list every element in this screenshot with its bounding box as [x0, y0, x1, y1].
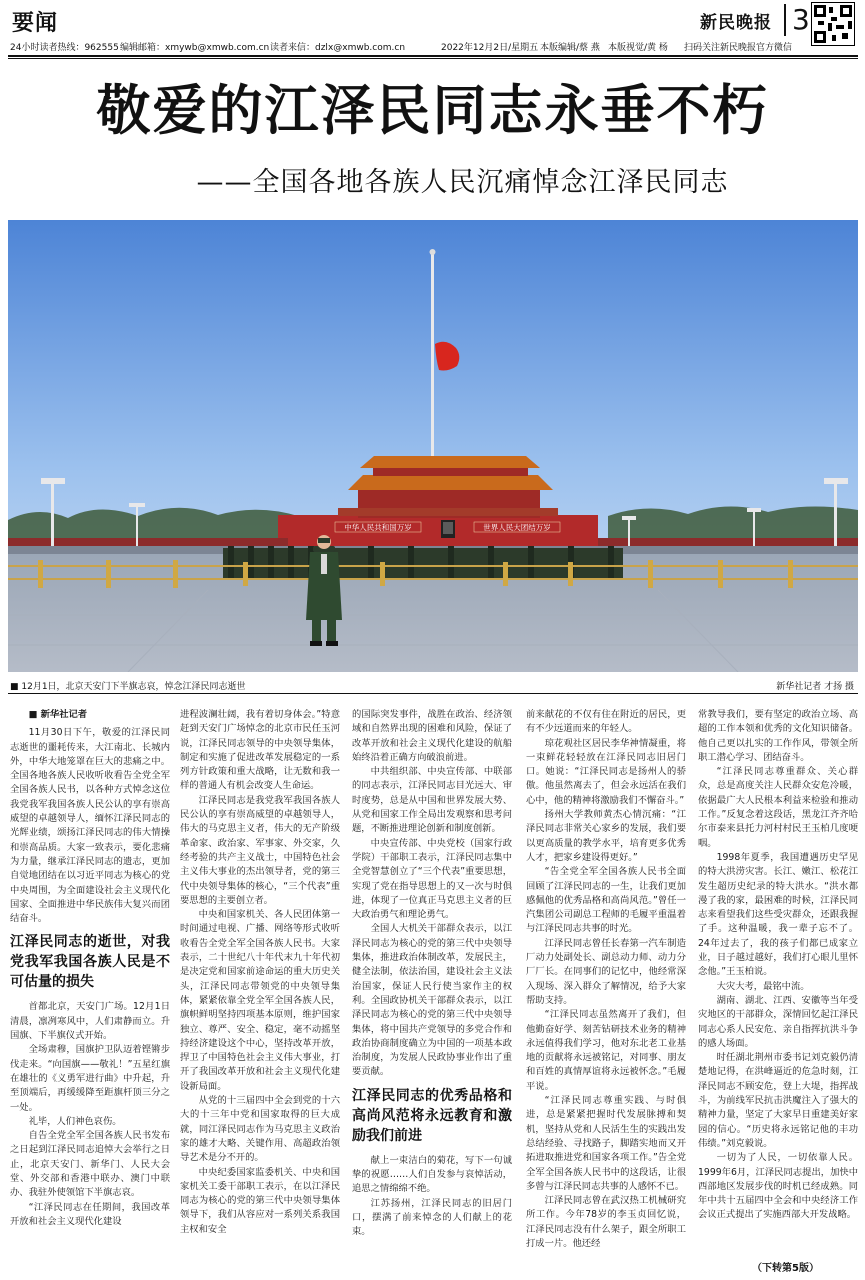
issue-date: 2022年12月2日/星期五 — [441, 43, 539, 53]
paragraph: 献上一束洁白的菊花，写下一句诚挚的祝愿……人们自发参与哀悼活动，追思之情绵绵不绝。 — [352, 1154, 512, 1195]
tiananmen-photo — [8, 220, 858, 672]
paragraph: 礼毕，人们神色哀伤。 — [28, 1115, 122, 1127]
paragraph: 中央和国家机关、各人民团体第一时间通过电视、广播、网络等形式收听收看告全党全军全国各族人民书。大家表示，二十世纪八十年代末九十年代初是决定党和国家前途命运的重大历史关头，江泽民同志带领党的中央领导集体，紧紧依靠全党全军全国各族人民，旗帜鲜明坚持四项基本原则，维护国家独立、尊严、安全、稳定，毫不动摇坚持经济建设这个中心，坚持改革开放，捍卫了中国特色社会主义伟大事业，打开了我国改革开放和社会主义现代化建设新局面。 — [180, 909, 340, 1092]
hotline: 24小时读者热线：962555 — [10, 43, 119, 53]
article-column-3 — [352, 708, 512, 1273]
article-column-4 — [526, 708, 686, 1273]
paragraph: 中央纪委国家监委机关、中央和国家机关工委干部职工表示，在以江泽民同志为核心的党的第三代中央领导集体领导下，我们从容应对一系列关系我国主权和安全 — [180, 1166, 340, 1235]
paragraph: 江泽民同志是我党我军我国各族人民公认的享有崇高威望的卓越领导人，伟大的马克思主义者，伟大的无产阶级革命家、政治家、军事家、外交家，久经考验的共产主义战士，中国特色社会主义伟大事业的杰出领导者，党的第三代中央领导集体的核心，“三个代表”重要思想的主要创立者。 — [180, 794, 340, 906]
section-heading: 江泽民同志的优秀品格和高尚风范将永远教育和激励我们前进 — [352, 1087, 512, 1144]
paragraph: 1998年夏季，我国遭遇历史罕见的特大洪涝灾害。长江、嫩江、松花江发生超历史纪录的特大洪水。“洪水都漫了我的家，最困难的时候，江泽民同志来看望我们这些受灾群众，还跟我握了手。这种温暖，我一辈子忘不了。24年过去了，我的孩子们都已成家立业，日子越过越好，我们打心眼儿里怀念他。”王玉柏说。 — [698, 851, 858, 978]
paragraph: 前来献花的不仅有住在附近的居民，更有不少远道而来的年轻人。 — [526, 709, 686, 735]
scan-hint: 扫码关注新民晚报官方微信 — [684, 43, 793, 53]
paragraph: 一切为了人民，一切依靠人民。1999年6月，江泽民同志提出，加快中西部地区发展步伐的时机已经成熟。同年中共十五届四中全会和中央经济工作会议正式提出了实施西部大开发战略。 — [698, 1152, 858, 1221]
paragraph: “江泽民同志在任期间，我国改革开放和社会主义现代化建设 — [10, 1201, 170, 1227]
byline: ■ 新华社记者 — [28, 709, 88, 720]
photo-credit: 新华社记者 才扬 摄 — [776, 682, 854, 692]
article-column-2 — [180, 708, 340, 1273]
page-visual: 本版视觉/黄 杨 — [608, 43, 668, 53]
paragraph: 扬州大学教师黄杰心情沉痛：“江泽民同志非常关心家乡的发展，我们要以更高质量的教学水平，培育更多优秀人才，把家乡建设得更好。” — [526, 809, 686, 863]
paragraph: 进程波澜壮阔，我有着切身体会。”特意赶到天安门广场悼念的北京市民任玉河说，江泽民同志领导的中央领导集体，制定和实施了促进改革发展稳定的一系列方针政策和重大战略，让无数和我一样的普通人有机会改变人生命运。 — [180, 709, 340, 792]
paragraph: 湖南、湖北、江西、安徽等当年受灾地区的干部群众，深情回忆起江泽民同志心系人民安危、亲自指挥抗洪斗争的感人场面。 — [698, 994, 858, 1049]
caption-text: ■ 12月1日，北京天安门下半旗志哀，悼念江泽民同志逝世 — [10, 682, 246, 692]
photo-caption — [8, 677, 858, 691]
page-number: 3 — [784, 4, 810, 36]
paragraph: 江泽民同志曾在武汉热工机械研究所工作。今年78岁的李玉贞回忆说，江泽民同志没有什么架子，跟全所职工打成一片。他还经 — [526, 1195, 686, 1249]
section-heading: 江泽民同志的逝世，对我党我军我国各族人民是不可估量的损失 — [10, 934, 170, 991]
paragraph: 自告全党全军全国各族人民书发布之日起到江泽民同志追悼大会举行之日止，北京天安门、新华门、人民大会堂、外交部和香港中联办、澳门中联办、我驻外使领馆下半旗志哀。 — [10, 1130, 170, 1199]
photo-illustration — [8, 220, 858, 672]
paragraph: 江苏扬州，江泽民同志的旧居门口，摆满了前来悼念的人们献上的花束。 — [352, 1197, 512, 1238]
left-banner: 中华人民共和国万岁 — [344, 523, 412, 532]
divider — [8, 693, 858, 694]
masthead — [8, 3, 858, 38]
paragraph: “江泽民同志尊重群众、关心群众，总是高度关注人民群众安危冷暖，依据最广大人民根本利益来检验和推动工作。”反复念着这段话，黑龙江齐齐哈尔市泰来县托力河村村民王玉柏几度哽咽。 — [698, 766, 858, 849]
article-column-1 — [10, 708, 170, 1273]
section-title: 要闻 — [12, 11, 59, 36]
right-banner: 世界人民大团结万岁 — [483, 523, 551, 532]
paragraph: 琼花观社区居民李华神情凝重，将一束鲜花轻轻放在江泽民同志旧居门口。她说：“江泽民同志是扬州人的骄傲。他虽然离去了，但会永远活在我们心中，他的精神将激励我们不懈奋斗。” — [526, 737, 686, 806]
paragraph: 全国人大机关干部群众表示，以江泽民同志为核心的党的第三代中央领导集体，推进政治体制改革，发展民主，健全法制，依法治国，建设社会主义法治国家，保证人民行使当家作主的权利。全国政协机关干部群众表示，以江泽民同志为核心的党的第三代中央领导集体，将中国共产党领导的多党合作和政治协商制度确立为中国的一项基本政治制度，为发展人民政协事业作出了重要贡献。 — [352, 923, 512, 1078]
paper-logo: 新民晚报 — [700, 13, 772, 33]
page-editor: 本版编辑/蔡 燕 — [540, 43, 600, 53]
article-column-5 — [698, 708, 858, 1256]
paragraph: 中共组织部、中央宣传部、中联部的同志表示，江泽民同志目光远大、审时度势，总是从中国和世界发展大势、从党和国家工作全局出发观察和思考问题，不断推进理论创新和制度创新。 — [352, 766, 512, 835]
paragraph: 从党的十三届四中全会到党的十六大的十三年中党和国家取得的巨大成就，同江泽民同志作为马克思主义政治家的雄才大略、关键作用、高超政治领导艺术是分不开的。 — [180, 1095, 340, 1164]
divider — [8, 58, 858, 59]
paragraph: 时任湖北荆州市委书记刘克毅仍清楚地记得，在洪峰逼近的危急时刻，江泽民同志不顾安危，登上大堤，指挥战斗，为前线军民抗击洪魔注入了强大的精神力量，坚定了大家早日重建美好家园的信心。“历史将永远铭记他的丰功伟绩。”刘克毅说。 — [698, 1052, 858, 1149]
divider — [8, 55, 858, 57]
continued-note[interactable]: （下转第5版） — [752, 1263, 819, 1274]
paragraph: 11月30日下午，敬爱的江泽民同志逝世的噩耗传来，大江南北、长城内外，中华大地笼罩在巨大的悲痛之中。全国各地各族人民收听收看告全党全军全国各族人民书，以各种方式悼念这位我党我军我国各族人民公认的享有崇高威望的卓越领导人，缅怀江泽民同志的光辉业绩，颂扬江泽民同志的伟大情操和崇高品质。大家一致表示，要化悲痛为力量，继承江泽民同志的遗志，更加自觉地团结在以习近平同志为核心的党中央周围，为全面建设社会主义现代化国家、全面推进中华民族伟大复兴而团结奋斗。 — [10, 727, 170, 925]
paragraph: “江泽民同志虽然离开了我们，但他勤奋好学、刻苦钻研技术业务的精神永远值得我们学习，他对东北老工业基地的贡献将永远被铭记，对同事、朋友和百姓的真情厚谊将永远被怀念。”毛履平说。 — [526, 1009, 686, 1092]
editor-mail: 编辑邮箱：xmywb@xmwb.com.cn — [120, 43, 270, 53]
paragraph: 首都北京，天安门广场。12月1日清晨，凛冽寒风中，人们肃静而立。升国旗、下半旗仪式开始。 — [10, 1001, 170, 1042]
paragraph: 江泽民同志曾任长春第一汽车制造厂动力处副处长、副总动力师、动力分厂厂长。在同事们的记忆中，他经常深入现场、深入群众了解情况，给予大家帮助支持。 — [526, 937, 686, 1006]
reader-mail: 读者来信：dzlx@xmwb.com.cn — [270, 43, 406, 53]
paragraph: 的国际突发事件，战胜在政治、经济领域和自然界出现的困难和风险，保证了改革开放和社会主义现代化建设的航船始终沿着正确方向破浪前进。 — [352, 709, 512, 763]
subheadline: ——全国各地各族人民沉痛悼念江泽民同志 — [196, 167, 729, 198]
paragraph: 大灾大考，最铭中流。 — [716, 980, 810, 992]
info-bar — [8, 40, 858, 54]
paragraph: “告全党全军全国各族人民书全面回顾了江泽民同志的一生，让我们更加感佩他的优秀品格和高尚风范。”曾任一汽集团公司副总工程师的毛履平重温着与江泽民同志共事的时光。 — [526, 866, 686, 935]
paragraph: 全场肃穆，国旗护卫队迈着铿锵步伐走来。“向国旗——敬礼！”五星红旗在雄壮的《义勇军进行曲》中升起，升至顶端后，再缓缓降至距旗杆顶三分之一处。 — [10, 1044, 170, 1113]
headline: 敬爱的江泽民同志永垂不朽 — [96, 79, 769, 142]
paragraph: 中央宣传部、中央党校（国家行政学院）干部职工表示，江泽民同志集中全党智慧创立了“三个代表”重要思想，实现了党在指导思想上的又一次与时俱进，体现了一位真正马克思主义者的巨大政治勇气和理论勇气。 — [352, 837, 512, 921]
paragraph: 常教导我们，要有坚定的政治立场、高超的工作本领和优秀的文化知识储备。他自己更以扎实的工作作风，带领全所职工潜心学习、团结奋斗。 — [698, 709, 858, 763]
paragraph: “江泽民同志尊重实践、与时俱进，总是紧紧把握时代发展脉搏和契机，坚持从党和人民活生生的实践出发总结经验、寻找路子，脚踏实地而又开拓进取推进党和国家各项工作。”告全党全军全国各族人民书中的这段话，让很多曾与江泽民同志共事的人感怀不已。 — [526, 1095, 686, 1192]
